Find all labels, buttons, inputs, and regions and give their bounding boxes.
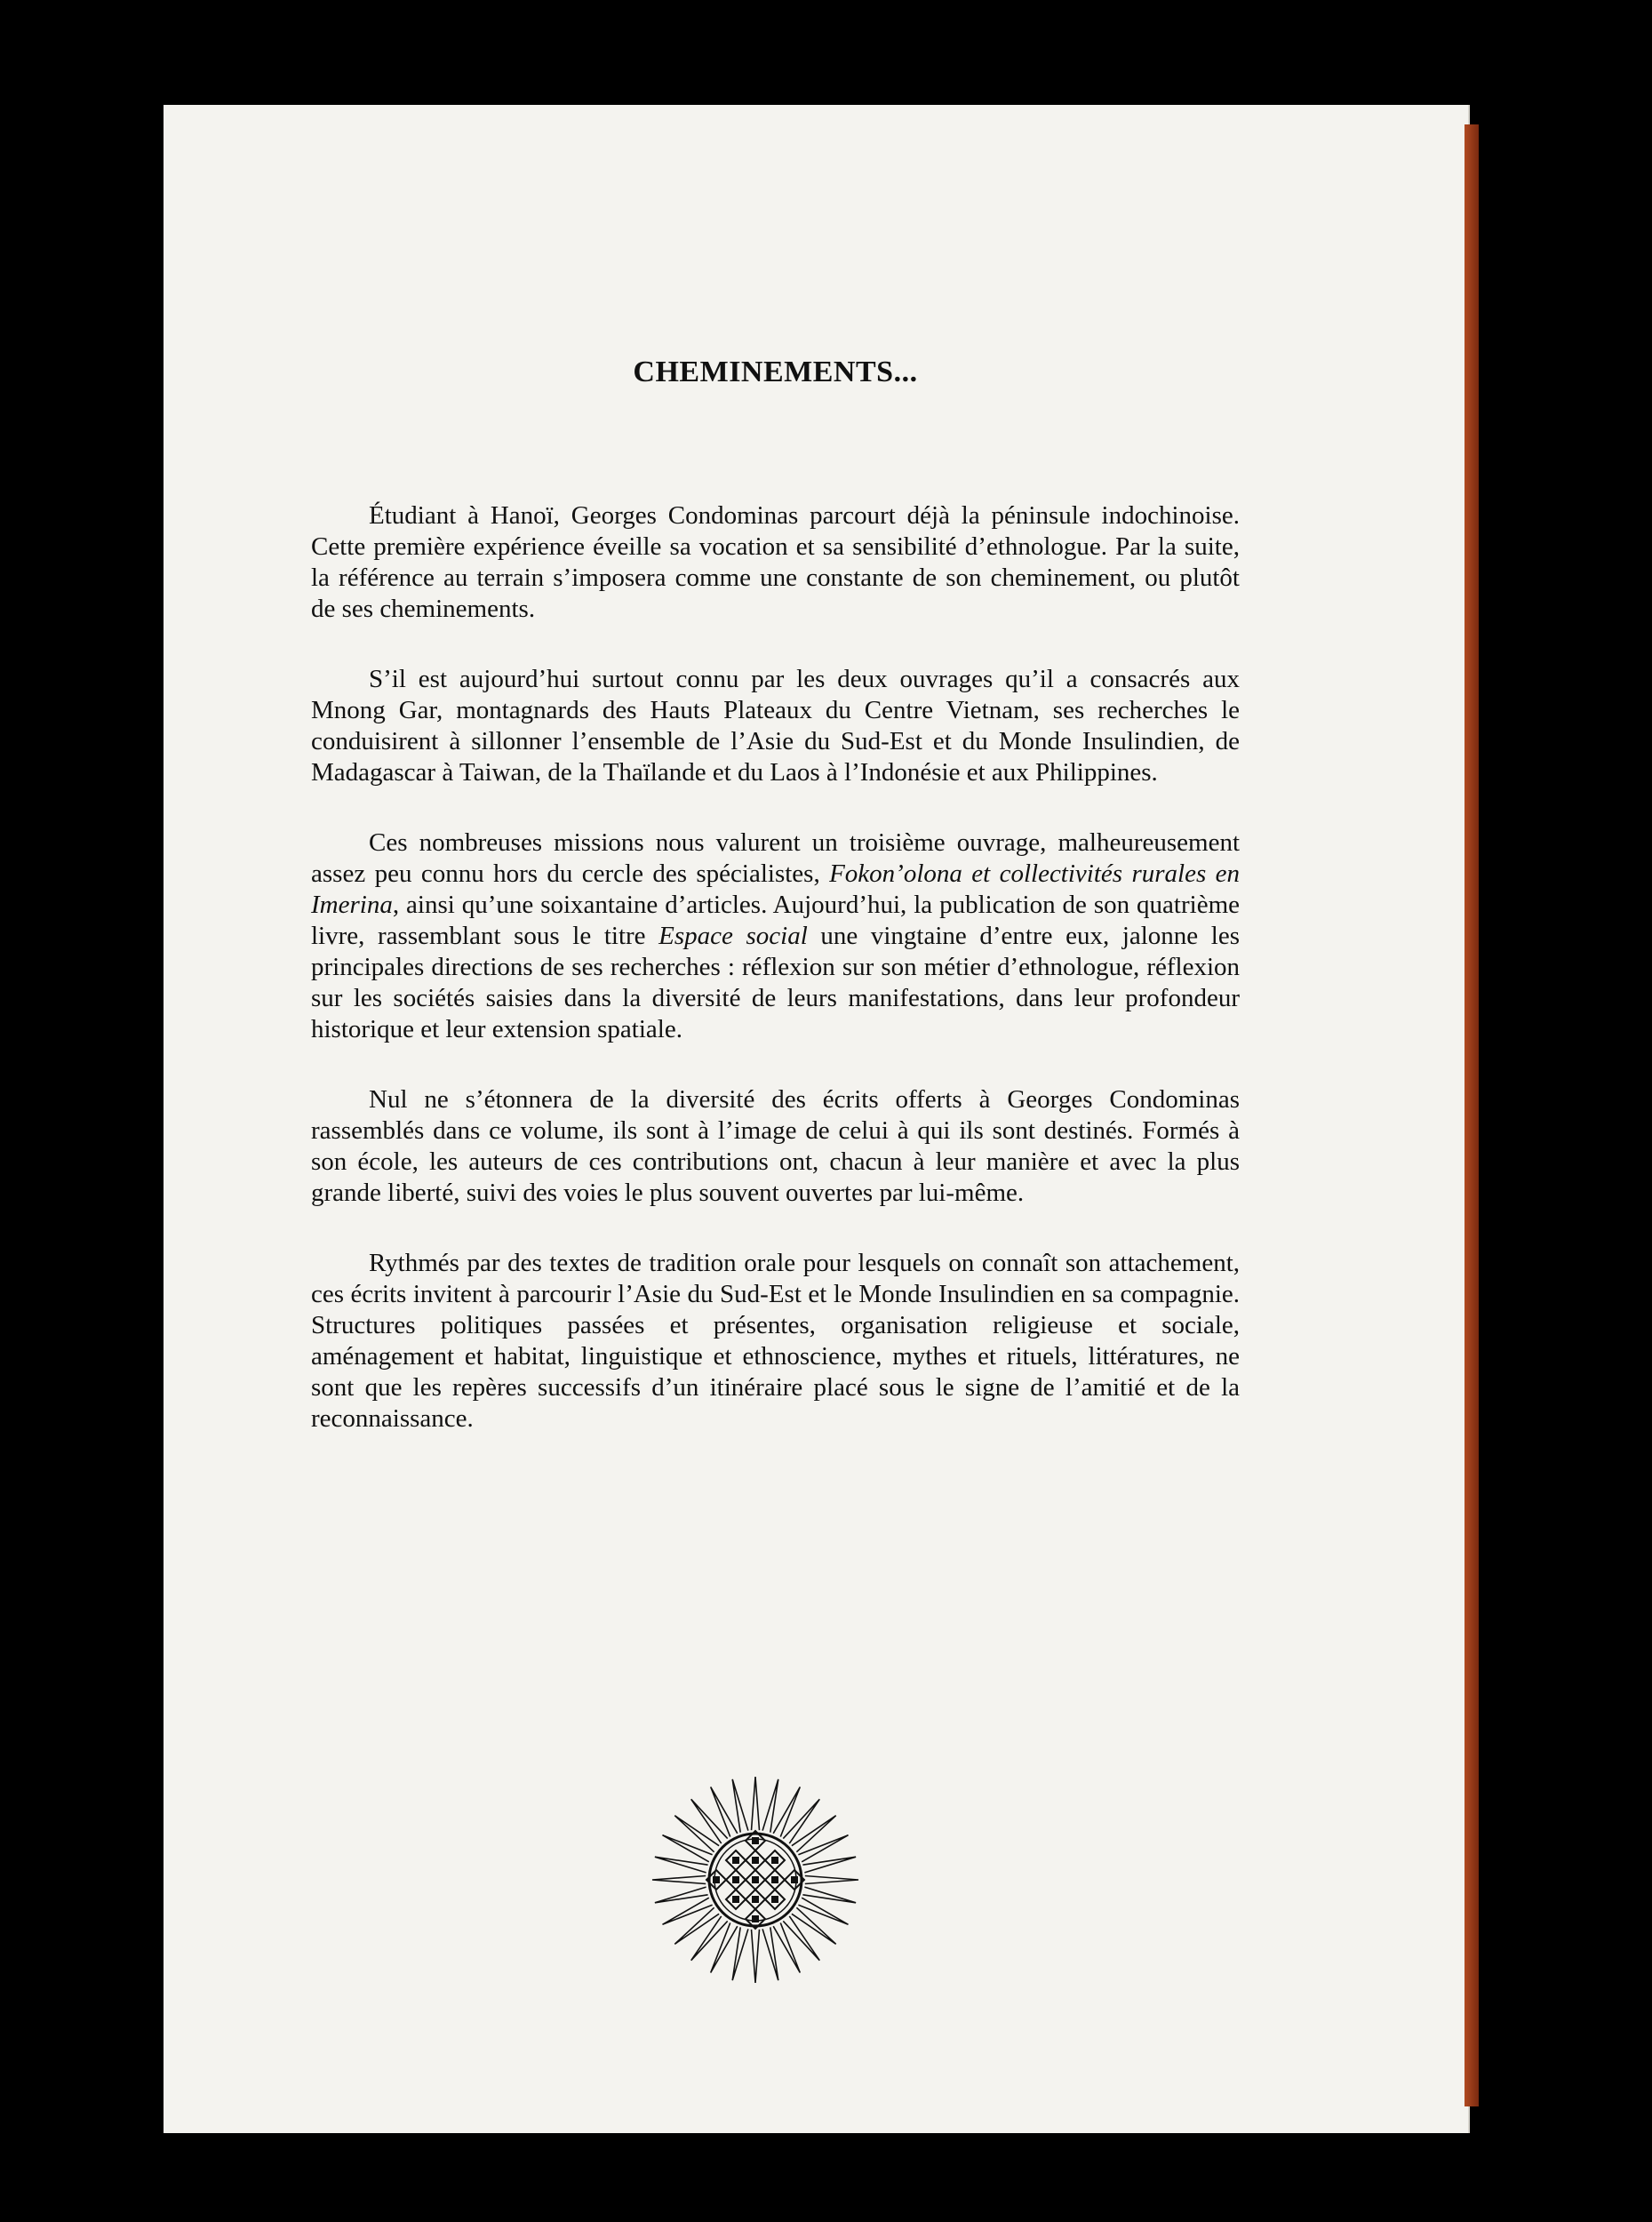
ornament-ray	[732, 1927, 748, 1980]
ornament-ray	[805, 1876, 858, 1884]
ornament-ray	[655, 1857, 708, 1873]
book-title-fokonolona: Fokon’olona et collectivités rurales en Imerina	[311, 859, 1240, 919]
paragraph-5: Rythmés par des textes de tradition orale pour lesquels on connaît son attachement, ces écrits invitent à parcourir l’Asie du Sud-Est et le Monde Insulindien en sa compagnie. Structures politiques passées et présentes, organisation religieuse et sociale, aménagement et habitat, linguistique et ethnoscience, mythes et rituels, littératures, ne sont que les repères successifs d’un itinéraire placé sous le signe de l’amitié et de la reconnaissance.	[311, 1249, 1240, 1433]
sun-star-ornament-icon	[649, 1773, 862, 1986]
ornament-dot	[714, 1877, 719, 1882]
ornament-ray	[798, 1898, 848, 1924]
ornament-ray	[802, 1857, 856, 1873]
ornament-dot	[733, 1877, 738, 1882]
paragraph-2: S’il est aujourd’hui surtout connu par les deux ouvrages qu’il a consacrés aux Mnong Gar, montagnards des Hauts Plateaux du Centre Vietnam, ses recherches le conduisirent à sillonner l’ensemble de l’Asie du Sud-Est et du Monde Insulindien, de Madagascar à Taiwan, de la Thaïlande et du Laos à l’Indonésie et aux Philippines.	[311, 665, 1240, 787]
paragraph-3	[311, 827, 1240, 1045]
ornament-ray	[762, 1927, 778, 1980]
ornament-dot	[733, 1897, 738, 1902]
ornament-dot	[753, 1858, 758, 1863]
ornament-ray	[711, 1787, 738, 1837]
paragraph-4: Nul ne s’étonnera de la diversité des écrits offerts à Georges Condominas rassemblés dans ce volume, ils sont à l’image de celui à qui ils sont destinés. Formés à son école, les auteurs de ces contributions ont, chacun à leur manière et avec la plus grande liberté, suivi des voies le plus souvent ouvertes par lui-même.	[311, 1085, 1240, 1207]
page-title: CHEMINEMENTS...	[633, 356, 918, 388]
ornament-dot	[753, 1916, 758, 1922]
paragraph-1: Étudiant à Hanoï, Georges Condominas parcourt déjà la péninsule indochinoise. Cette première expérience éveille sa vocation et sa sensibilité d’ethnologue. Par la suite, la référence au terrain s’imposera comme une constante de son cheminement, ou plutôt de ses cheminements.	[311, 501, 1240, 623]
ornament-ray	[802, 1887, 856, 1903]
paragraph-3-text-b: , ainsi qu’une soixantaine d’articles. Aujourd’hui, la publication de son quatrième livre, rassemblant sous le titre	[311, 891, 1240, 950]
ornament-ray	[732, 1779, 748, 1833]
ornament-ray	[773, 1787, 800, 1837]
ornament-dot	[753, 1897, 758, 1902]
ornament-dot	[792, 1877, 797, 1882]
book-title-espace-social: Espace social	[658, 922, 808, 950]
ornament-dot	[772, 1877, 778, 1882]
ornament-dot	[733, 1858, 738, 1863]
ornament-ray	[652, 1876, 706, 1884]
ornament-ray	[762, 1779, 778, 1833]
paragraph-3-text-a: Ces nombreuses missions nous valurent un troisième ouvrage, malheureusement assez peu connu hors du cercle des spécialistes,	[311, 828, 1240, 888]
ornament-ray	[773, 1922, 800, 1972]
ornament-dot	[753, 1838, 758, 1843]
ornament-ray	[663, 1835, 713, 1862]
page-content	[311, 356, 1240, 1474]
page-edge	[1464, 124, 1479, 2106]
ornament-dot	[772, 1858, 778, 1863]
ornament-ray	[663, 1898, 713, 1924]
ornament-ray	[655, 1887, 708, 1903]
ornament-ray	[752, 1777, 760, 1830]
paragraph-3-text-c: une vingtaine d’entre eux, jalonne les principales directions de ses recherches : réflexion sur son métier d’ethnologue, réflexion sur les sociétés saisies dans la diversité de leurs manifestations, dans leur profondeur historique et leur extension spatiale.	[311, 922, 1240, 1043]
ornament-dot	[753, 1877, 758, 1882]
ornament-dot	[772, 1897, 778, 1902]
ornament-ray	[752, 1930, 760, 1983]
ornament-ray	[798, 1835, 848, 1862]
ornament-ray	[711, 1922, 738, 1972]
